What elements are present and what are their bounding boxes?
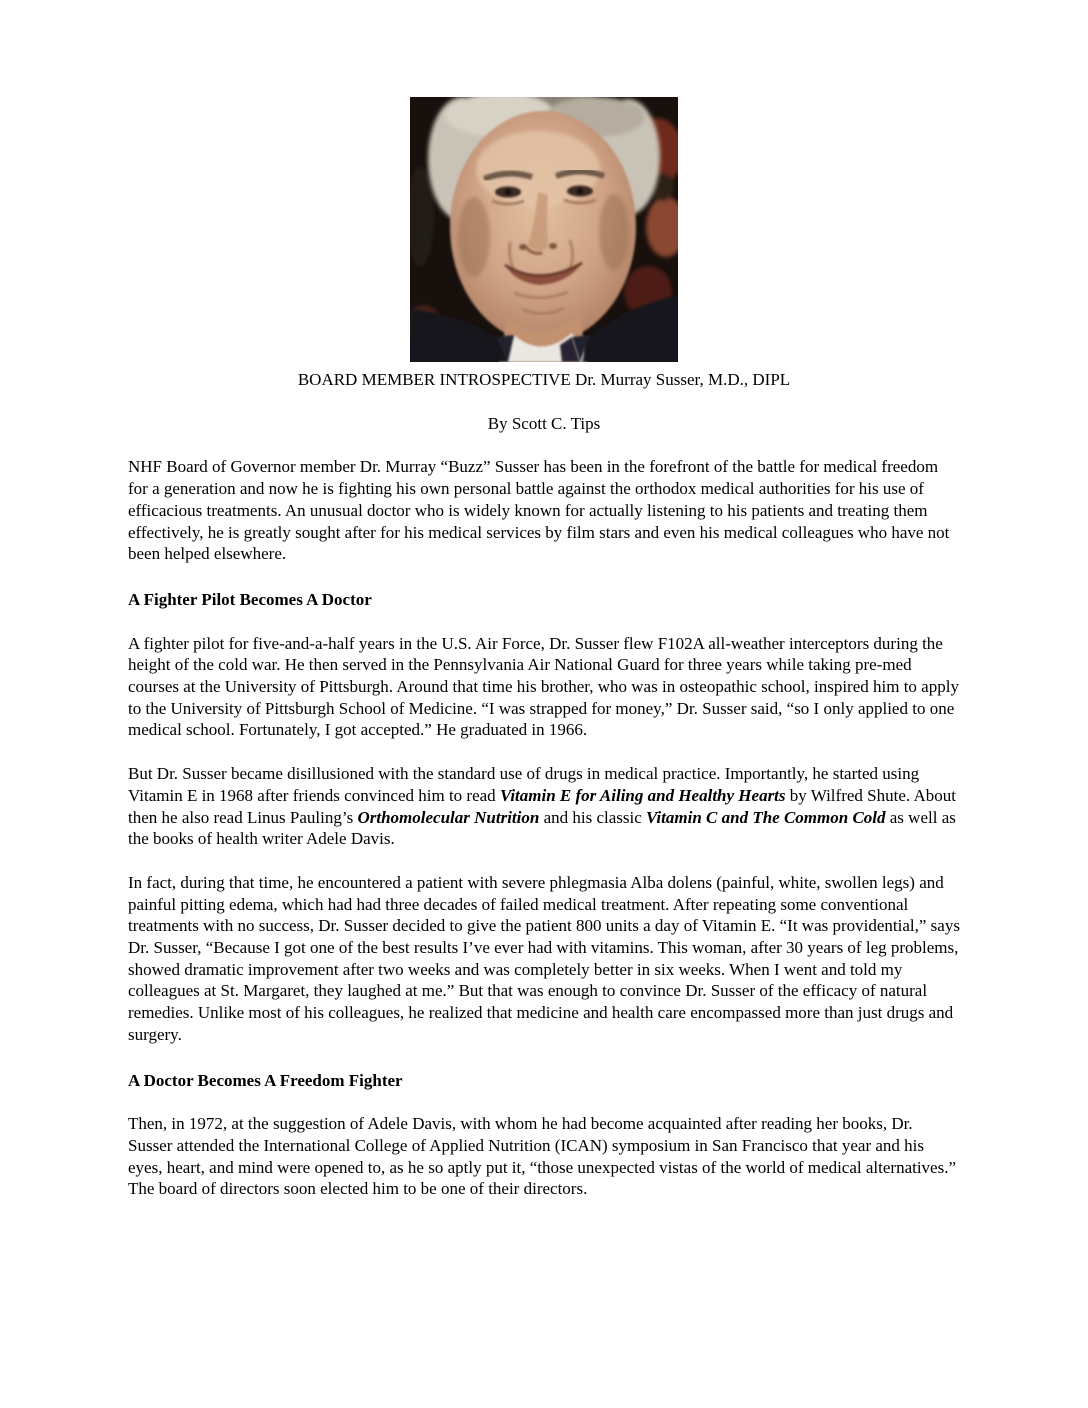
paragraph-text: A fighter pilot for five-and-a-half years in the U.S. Air Force, Dr. Susser flew F102A all-weather interceptors during the height of the cold war. He then served in the Pennsylvania Air National Guard for three years while taking pre-med courses at the University of Pittsburgh. Around that time his brother, who was in osteopathic school, inspired him to apply to the University of Pittsburgh School of Medicine. “I was strapped for money,” Dr. Susser said, “so I only applied to one medical school. Fortunately, I got accepted.” He graduated in 1966. [128, 633, 959, 740]
paragraph [128, 1113, 960, 1200]
section-heading: A Doctor Becomes A Freedom Fighter [128, 1070, 403, 1090]
book-title-text: Vitamin E for Ailing and Healthy Hearts [499, 785, 786, 805]
photo-face [450, 111, 636, 343]
paragraph [128, 456, 960, 565]
paragraph-text: NHF Board of Governor member Dr. Murray “Buzz” Susser has been in the forefront of the battle for medical freedom for a generation and now he is fighting his own personal battle against the orthodox medical authorities for his use of efficacious treatments. An unusual doctor who is widely known for actually listening to his patients and treating them effectively, he is greatly sought after for his medical services by film stars and even his medical colleagues who have not been helped elsewhere. [128, 457, 950, 564]
portrait-photo-container [128, 0, 960, 362]
paragraph-text: Then, in 1972, at the suggestion of Adele Davis, with whom he had become acquainted after reading her books, Dr. Susser attended the International College of Applied Nutrition (ICAN) symposium in San Francisco that year and his eyes, heart, and mind were opened to, as he so aptly put it, “those unexpected vistas of the world of medical alternatives.” The board of directors soon elected him to be one of their directors. [128, 1114, 957, 1199]
book-title-text: Orthomolecular Nutrition [357, 807, 540, 827]
book-title-text: Vitamin C and The Common Cold [646, 807, 886, 827]
paragraph [128, 763, 960, 850]
document-title: BOARD MEMBER INTROSPECTIVE Dr. Murray Susser, M.D., DIPL [297, 370, 791, 389]
paragraph-text: by Wilfred Shute. About then he also read Linus Pauling’s [128, 785, 956, 827]
article-body [128, 456, 960, 1200]
paragraph-text: But Dr. Susser became disillusioned with the standard use of drugs in medical practice. Importantly, he started using Vitamin E in 1968 after friends convinced him to read [128, 764, 920, 805]
portrait-photo [410, 97, 678, 362]
paragraph-text: In fact, during that time, he encountered a patient with severe phlegmasia Alba dolens (painful, white, swollen legs) and painful pitting edema, which had had three decades of failed medical treatment. After repeating some conventional treatments with no success, Dr. Susser decided to give the patient 800 units a day of Vitamin E. “It was providential,” says Dr. Susser, “Because I got one of the best results I’ve ever had with vitamins. This woman, after 30 years of leg problems, showed dramatic improvement after two weeks and was completely better in six weeks. When I went and told my colleagues at St. Margaret, they laughed at me.” But that was enough to convince Dr. Susser of the efficacy of natural remedies. Unlike most of his colleagues, he realized that medicine and health care encompassed more than just drugs and surgery. [128, 872, 960, 1044]
document-byline: By Scott C. Tips [487, 413, 601, 433]
section-heading: A Fighter Pilot Becomes A Doctor [128, 589, 372, 609]
paragraph [128, 633, 960, 742]
paragraph [128, 872, 960, 1046]
paragraph-text: and his classic [539, 807, 647, 827]
paragraph-text: as well as the books of health writer Adele Davis. [128, 807, 956, 849]
